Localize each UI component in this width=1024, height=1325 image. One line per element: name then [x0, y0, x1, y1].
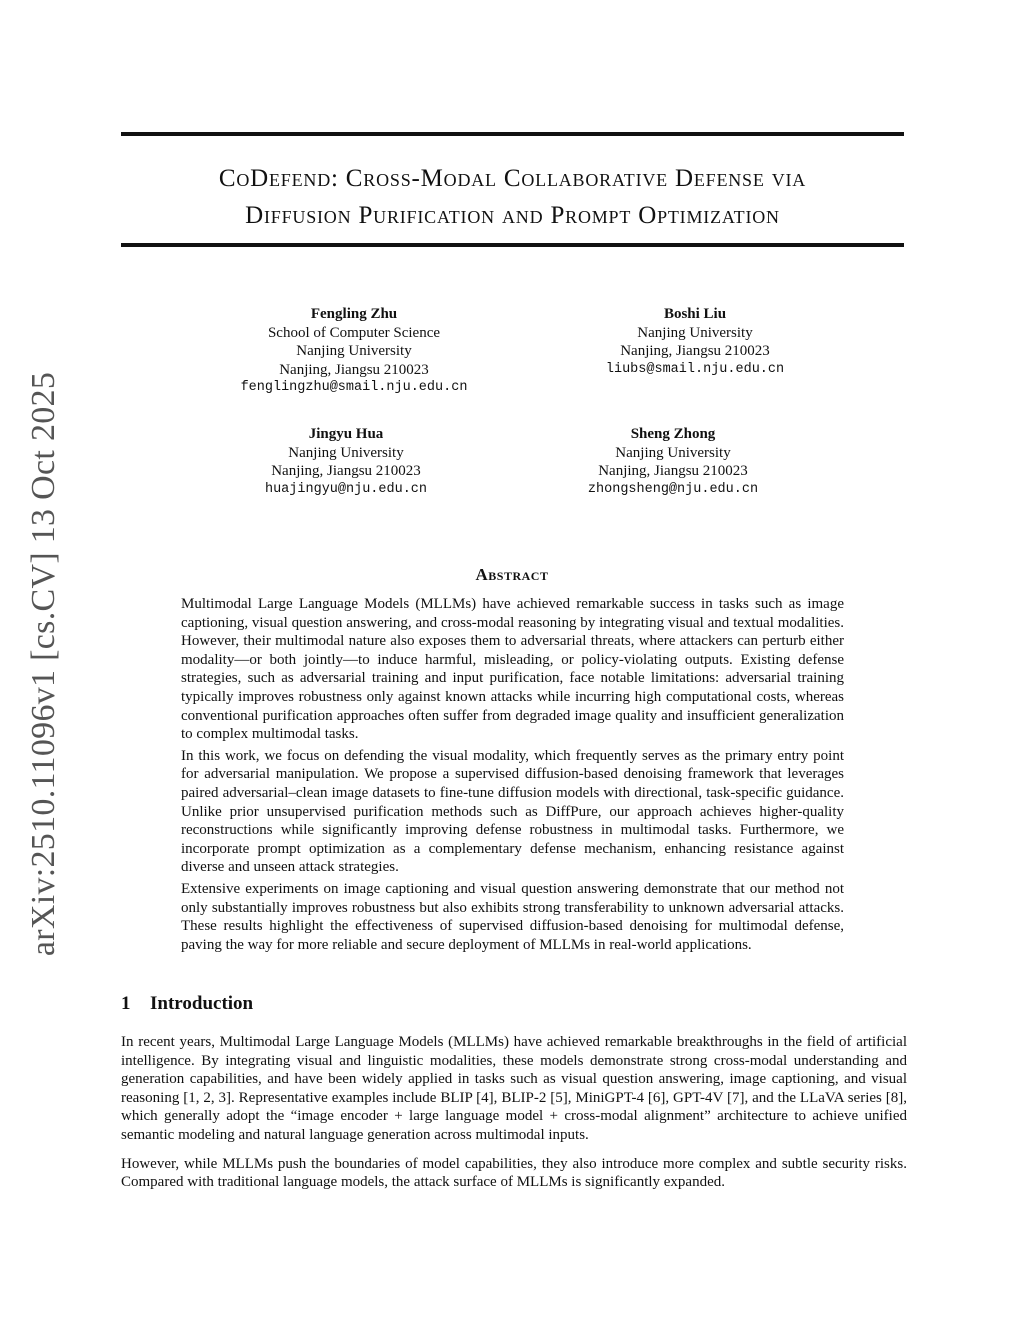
title-bottom-rule: [121, 243, 904, 247]
author-email: huajingyu@nju.edu.cn: [264, 481, 428, 497]
arxiv-identifier: arXiv:2510.11096v1 [cs.CV] 13 Oct 2025: [25, 371, 62, 957]
author-name: Boshi Liu: [663, 306, 727, 322]
section-body: [121, 1033, 907, 1202]
title-line-2: Diffusion Purification and Prompt Optimization: [245, 202, 780, 229]
author-email: fenglingzhu@smail.nju.edu.cn: [240, 380, 468, 396]
section-title: Introduction: [150, 993, 254, 1014]
body-paragraph: In recent years, Multimodal Large Language Models (MLLMs) have achieved remarkable breakthroughs in the field of artificial intelligence. By integrating visual and linguistic modalities, these models demonstrate strong cross-modal understanding and generation capabilities, and have been widely applied in tasks such as visual question answering, image captioning, and visual reasoning [1, 2, 3]. Representative examples include BLIP [4], BLIP-2 [5], MiniGPT-4 [6], GPT-4V [7], and the LLaVA series [8], which generally adopt the “image encoder + large language model + cross-modal alignment” architecture to achieve unified semantic modeling and natural language generation across multimodal inputs.: [121, 1034, 907, 1143]
author-name: Sheng Zhong: [630, 426, 716, 442]
paper-title: [121, 160, 904, 234]
author-card: [204, 305, 504, 398]
author-email: zhongsheng@nju.edu.cn: [587, 481, 759, 497]
author-affiliation: School of Computer Science: [267, 324, 441, 341]
author-affiliation: Nanjing University: [288, 444, 404, 461]
author-affiliation: Nanjing, Jiangsu 210023: [271, 463, 421, 480]
author-card: [196, 425, 496, 499]
author-name: Fengling Zhu: [310, 306, 398, 322]
author-affiliation: Nanjing University: [637, 324, 753, 341]
author-name: Jingyu Hua: [308, 426, 384, 442]
author-affiliation: Nanjing, Jiangsu 210023: [620, 343, 770, 360]
title-line-1: CoDefend: Cross-Modal Collaborative Defense via: [218, 165, 807, 192]
author-affiliation: Nanjing University: [615, 444, 731, 461]
author-email: liubs@smail.nju.edu.cn: [605, 361, 785, 377]
abstract-paragraph: In this work, we focus on defending the visual modality, which frequently serves as the primary entry point for adversarial manipulation. We propose a supervised diffusion-based denoising framework that leverages paired adversarial–clean image datasets to fine-tune diffusion models with directional, task-specific guidance. Unlike prior unsupervised purification methods such as DiffPure, our approach achieves higher-quality reconstructions while significantly improving defense robustness in multimodal tasks. Furthermore, we incorporate prompt optimization as a complementary defense mechanism, enhancing resistance against diverse and unseen attack strategies.: [181, 747, 844, 876]
section-number: 1: [121, 993, 131, 1014]
author-affiliation: Nanjing University: [296, 343, 412, 360]
author-affiliation: Nanjing, Jiangsu 210023: [279, 361, 429, 378]
author-card: [523, 425, 823, 499]
body-paragraph: However, while MLLMs push the boundaries of model capabilities, they also introduce more complex and subtle security risks. Compared with traditional language models, the attack surface of MLLMs is significantly expanded.: [121, 1155, 907, 1191]
abstract-body: [181, 595, 844, 957]
author-card: [545, 305, 845, 379]
abstract-heading: Abstract: [475, 565, 549, 584]
title-top-rule: [121, 132, 904, 136]
section-heading: [121, 993, 253, 1015]
abstract-paragraph: Multimodal Large Language Models (MLLMs) have achieved remarkable success in tasks such as image captioning, visual question answering, and cross-modal reasoning by integrating visual and textual modalities. However, their multimodal nature also exposes them to adversarial threats, where attackers can perturb either modality—or both jointly—to induce harmful, misleading, or policy-violating outputs. Existing defense strategies, such as adversarial training and input purification, face notable limitations: adversarial training typically improves robustness only against known attacks while incurring high computational costs, whereas conventional purification approaches often suffer from degraded image quality and insufficient generalization to complex multimodal tasks.: [181, 596, 844, 743]
abstract-paragraph: Extensive experiments on image captioning and visual question answering demonstrate that our method not only substantially improves robustness but also exhibits strong transferability to unknown adversarial attacks. These results highlight the effectiveness of supervised diffusion-based denoising for multimodal defense, paving the way for more reliable and secure deployment of MLLMs in real-world applications.: [181, 880, 844, 953]
author-affiliation: Nanjing, Jiangsu 210023: [598, 463, 748, 480]
